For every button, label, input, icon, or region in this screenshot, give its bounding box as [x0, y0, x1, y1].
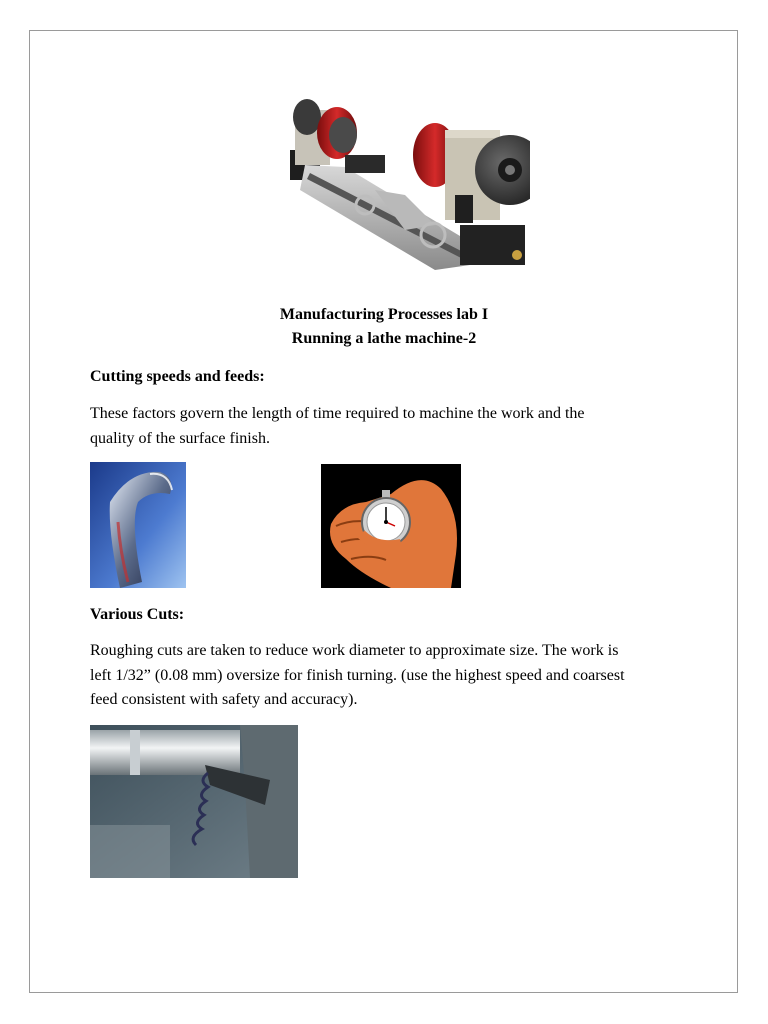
- document-title-line1: Manufacturing Processes lab I: [279, 306, 489, 323]
- document-title-line2: Running a lathe machine-2: [291, 330, 477, 347]
- section-body-various-cuts: [90, 639, 700, 713]
- section-body-cutting-speeds: [90, 402, 690, 451]
- roughing-cut-image: [90, 725, 298, 878]
- section-heading-various-cuts: Various Cuts:: [90, 606, 185, 623]
- hammer-image: [90, 462, 186, 588]
- section-heading-cutting-speeds: Cutting speeds and feeds:: [90, 368, 265, 385]
- body-line: Roughing cuts are taken to reduce work diameter to approximate size. The work is: [90, 642, 619, 659]
- body-line: These factors govern the length of time required to machine the work and the: [90, 405, 585, 422]
- body-line: quality of the surface finish.: [90, 429, 270, 447]
- body-line: feed consistent with safety and accuracy).: [90, 691, 358, 708]
- lathe-machine-image: [285, 95, 530, 285]
- stopwatch-hand-image: [321, 464, 461, 588]
- body-line: left 1/32” (0.08 mm) oversize for finish turning. (use the highest speed and coarsest: [90, 666, 625, 684]
